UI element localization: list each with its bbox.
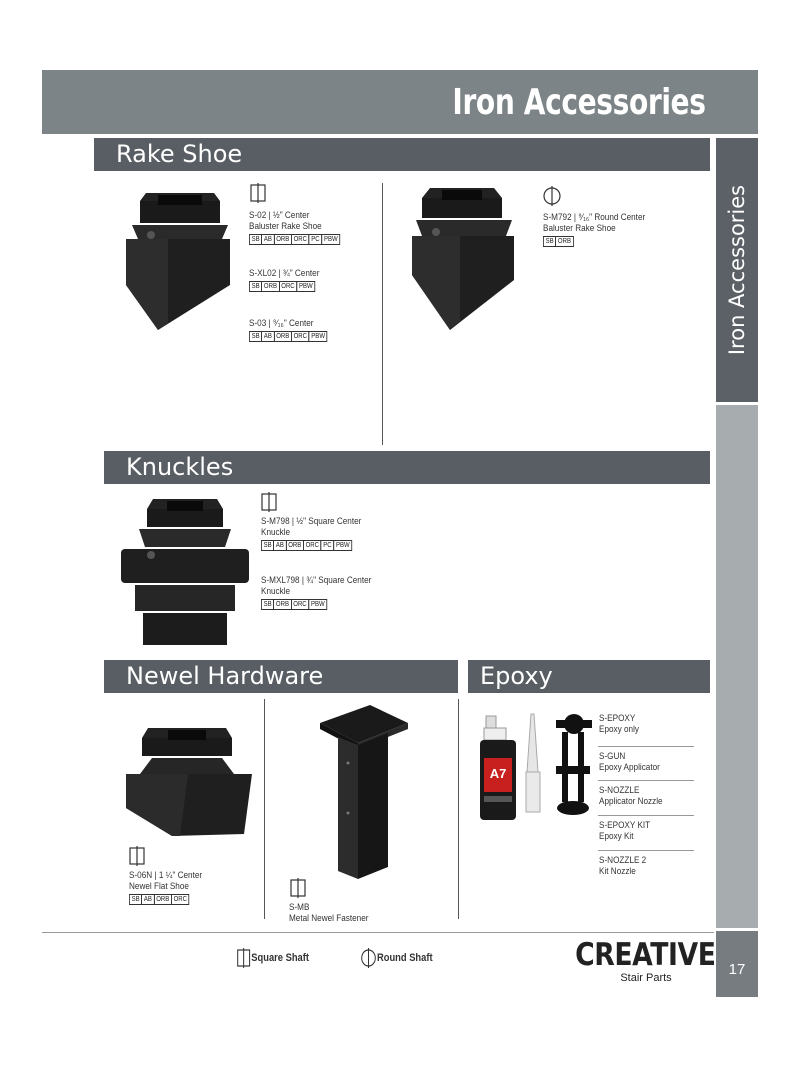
- square-shaft-icon: [289, 878, 307, 898]
- metal-newel-fastener-image: [312, 703, 412, 881]
- page-number: 17: [728, 961, 746, 978]
- legend-square-shaft: Square Shaft: [236, 948, 309, 968]
- epoxy-kit-image: [476, 712, 598, 822]
- product-s03: S-03 | ⁹⁄₁₆" Center SB AB ORB ORC PBW: [249, 318, 327, 342]
- divider: [598, 850, 694, 851]
- sidebar-strip: [716, 405, 758, 928]
- round-rake-shoe-image: [400, 180, 525, 335]
- page-title: Iron Accessories: [452, 82, 706, 123]
- column-divider: [382, 183, 383, 445]
- product-sm792: S-M792 | ⁹⁄₁₆" Round Center Baluster Rake Shoe SB ORB: [543, 212, 646, 245]
- finish-list: SB AB ORB ORC PC PBW: [249, 234, 339, 245]
- brand-logo: CREATIVE Stair Parts: [575, 937, 716, 984]
- epoxy-item-1: S-GUN Epoxy Applicator: [599, 751, 660, 773]
- knuckle-image: [115, 495, 255, 650]
- section-header-newel-hardware: Newel Hardware: [104, 660, 458, 693]
- product-sm798: S-M798 | ½" Square Center Knuckle SB AB ORB ORC PC PBW: [261, 516, 362, 549]
- page-header: [42, 70, 758, 134]
- divider: [598, 746, 694, 747]
- product-s06n: S-06N | 1 ¼" Center Newel Flat Shoe SB AB ORB ORC: [129, 870, 203, 903]
- finish-list: SB ORB ORC PBW: [261, 599, 371, 610]
- finish-list: SB AB ORB ORC PBW: [249, 331, 327, 342]
- section-header-rake-shoe: Rake Shoe: [94, 138, 710, 171]
- divider: [598, 815, 694, 816]
- square-shaft-icon: [236, 948, 251, 968]
- square-shaft-icon: [260, 492, 278, 512]
- product-sxl02: S-XL02 | ¾" Center SB ORB ORC PBW: [249, 268, 320, 290]
- square-shaft-icon: [249, 183, 267, 203]
- square-shaft-icon: [128, 846, 146, 866]
- round-shaft-icon: [542, 186, 562, 206]
- legend-round-shaft: Round Shaft: [360, 948, 433, 968]
- product-smxl798: S-MXL798 | ¾" Square Center Knuckle SB ORB ORC PBW: [261, 575, 372, 608]
- footer-rule: [42, 932, 714, 933]
- round-shaft-icon: [360, 948, 377, 968]
- finish-list: SB AB ORB ORC: [129, 894, 202, 905]
- finish-list: SB ORB ORC PBW: [249, 281, 319, 292]
- product-smb: S-MB Metal Newel Fastener: [289, 902, 369, 924]
- finish-list: SB AB ORB ORC PC PBW: [261, 540, 361, 551]
- epoxy-item-4: S-NOZZLE 2 Kit Nozzle: [599, 855, 647, 877]
- section-header-knuckles: Knuckles: [104, 451, 710, 484]
- product-s02: S-02 | ½" Center Baluster Rake Shoe SB AB ORB ORC PC PBW: [249, 210, 339, 245]
- rake-shoe-image: [118, 185, 238, 335]
- epoxy-tube-label: A7: [489, 766, 507, 781]
- newel-flat-shoe-image: [122, 722, 257, 840]
- column-divider: [264, 699, 265, 919]
- section-header-epoxy: Epoxy: [468, 660, 710, 693]
- epoxy-item-2: S-NOZZLE Applicator Nozzle: [599, 785, 663, 807]
- finish-list: SB ORB: [543, 236, 645, 247]
- column-divider: [458, 699, 459, 919]
- epoxy-item-3: S-EPOXY KIT Epoxy Kit: [599, 820, 651, 842]
- divider: [598, 780, 694, 781]
- epoxy-item-0: S-EPOXY Epoxy only: [599, 713, 639, 735]
- page-number-box: [716, 931, 758, 997]
- sidebar-label: Iron Accessories: [725, 184, 749, 356]
